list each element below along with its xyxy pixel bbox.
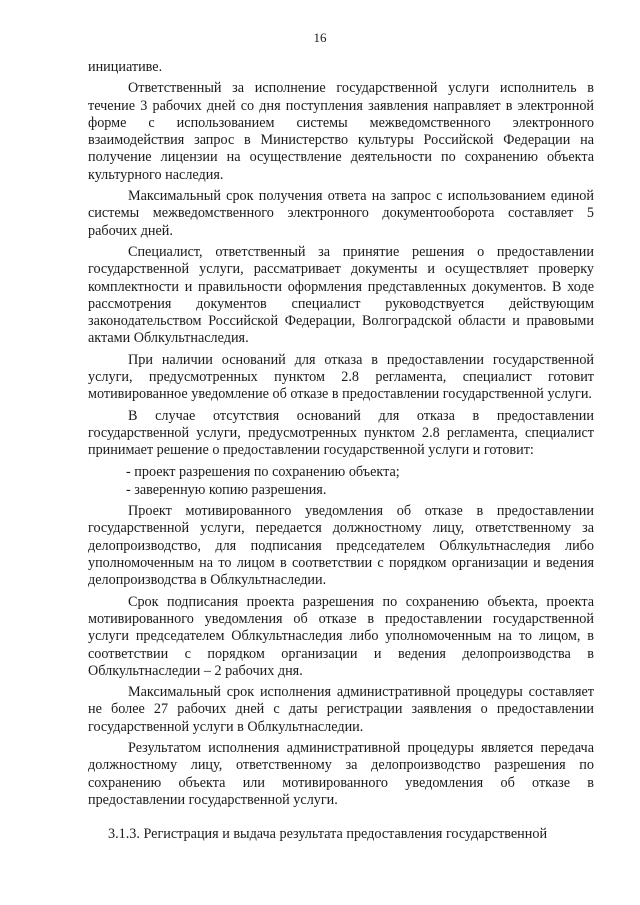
paragraph-signing-deadline: Срок подписания проекта разрешения по сохранению объекта, проекта мотивированного уведомления об отказе в предоставлении государственной услуги председателем Облкультнаследия либо уполномоченным на то лицом, в соответствии с порядком организации и ведения делопроизводства в Облкультнаследии – 2 рабочих дня. — [88, 593, 594, 679]
paragraph-document-review: Специалист, ответственный за принятие решения о предоставлении государственной услуги, рассматривает документы и осуществляет проверку комплектности и правильности оформления представленных документов. В ходе рассмотрения документов специалист руководствуется действующим законодательством Российской Федерации, Волгоградской области и правовыми актами Облкультнаследия. — [88, 243, 594, 347]
paragraph-max-response-time: Максимальный срок получения ответа на запрос с использованием единой системы межведомственного электронного документооборота составляет 5 рабочих дней. — [88, 188, 594, 239]
page-number: 16 — [313, 30, 327, 45]
section-heading: 3.1.3. Регистрация и выдача результата предоставления государственной — [108, 826, 548, 842]
paragraph-responsible-executor: Ответственный за исполнение государственной услуги исполнитель в течение 3 рабочих дней со дня поступления заявления направляет в электронной форме с использованием системы межведомственного электронного взаимодействия запрос в Министерство культуры Российской Федерации на получение лицензии на осуществление деятельности по сохранению объекта культурного наследия. — [88, 80, 594, 183]
paragraph-procedure-result: Результатом исполнения административной процедуры является передача должностному лицу, ответственному за делопроизводство разрешения по сохранению объекта или мотивированного уведомления об отказе в предоставлении государственной услуги. — [88, 739, 594, 808]
paragraph-refusal-grounds: При наличии оснований для отказа в предоставлении государственной услуги, предусмотренных пунктом 2.8 регламента, специалист готовит мотивированное уведомление об отказе в предоставлении государственной услуги. — [88, 351, 594, 403]
list-item-certified-copy: - заверенную копию разрешения. — [126, 481, 327, 498]
paragraph-notice-draft: Проект мотивированного уведомления об отказе в предоставлении государственной услуги, передается должностному лицу, ответственному за делопроизводство, для подписания председателем Облкультнаследия либо уполномоченным на то лицом в соответствии с порядком организации и ведения делопроизводства в Облкультнаследии. — [88, 503, 594, 589]
paragraph-continuation: инициативе. — [88, 59, 163, 75]
paragraph-max-procedure-time: Максимальный срок исполнения административной процедуры составляет не более 27 рабочих дней с даты регистрации заявления о предоставлении государственной услуги в Облкультнаследии. — [88, 684, 594, 735]
paragraph-no-refusal-grounds: В случае отсутствия оснований для отказа в предоставлении государственной услуги, предусмотренных пунктом 2.8 регламента, специалист принимает решение о предоставлении государственной услуги и готовит: — [88, 407, 594, 459]
document-body — [88, 59, 594, 813]
list-item-permit-draft: - проект разрешения по сохранению объекта; — [126, 463, 400, 480]
